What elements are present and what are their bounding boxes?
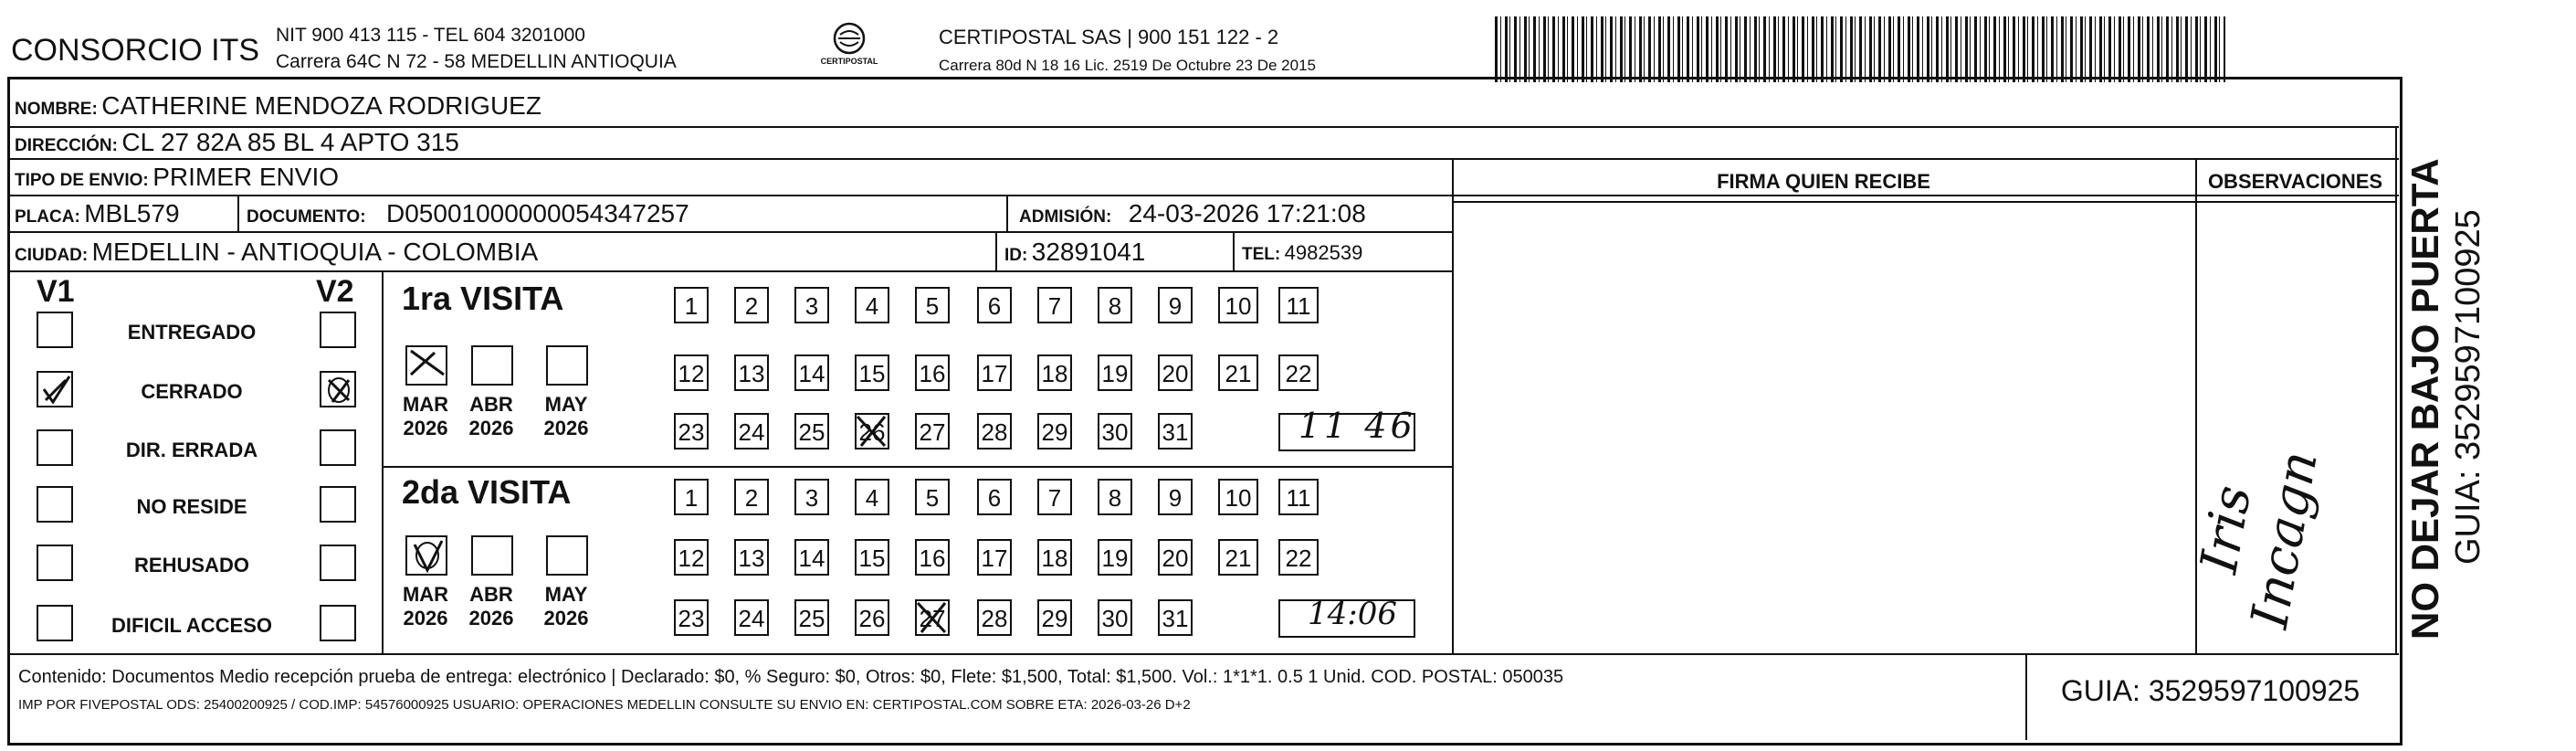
day-box[interactable]: 11 xyxy=(1278,287,1319,323)
day-box[interactable]: 7 xyxy=(1037,479,1072,515)
day-box[interactable]: 8 xyxy=(1098,479,1132,515)
admision-value: 24-03-2026 17:21:08 xyxy=(1128,199,1366,227)
day-mark-icon xyxy=(912,598,952,638)
second-visit-label: 2da VISITA xyxy=(402,473,572,511)
day-box[interactable]: 9 xyxy=(1158,287,1193,323)
direccion-value: CL 27 82A 85 BL 4 APTO 315 xyxy=(121,128,459,156)
day-box[interactable]: 16 xyxy=(915,354,950,391)
month-year: 2026 xyxy=(468,417,514,439)
v2-checkbox[interactable] xyxy=(320,605,356,641)
month-name: ABR xyxy=(469,393,513,416)
month-name: MAY xyxy=(544,393,588,416)
v1-checkbox[interactable] xyxy=(37,312,73,348)
day-box[interactable]: 12 xyxy=(674,354,709,391)
day-box[interactable]: 5 xyxy=(915,287,950,323)
month-name: ABR xyxy=(469,583,513,606)
check-mark-icon xyxy=(407,347,447,386)
v1-checkbox[interactable] xyxy=(37,545,73,581)
second-visit-time: 14:06 xyxy=(1308,596,1397,632)
day-box[interactable]: 23 xyxy=(674,599,709,636)
day-box[interactable]: 14 xyxy=(794,539,829,576)
status-label: REHUSADO xyxy=(134,554,249,576)
day-box[interactable]: 21 xyxy=(1218,354,1258,391)
month-year: 2026 xyxy=(468,607,514,629)
day-box[interactable]: 15 xyxy=(855,539,889,576)
day-box[interactable]: 17 xyxy=(977,539,1012,576)
month-year: 2026 xyxy=(403,417,448,439)
logo-text: CERTIPOSTAL xyxy=(820,57,878,66)
month-name: MAY xyxy=(544,583,588,606)
footer-line-2: IMP POR FIVEPOSTAL ODS: 25400200925 / COD.IMP: 54576000925 USUARIO: OPERACIONES MEDELLIN CONSULTE SU ENVIO EN: CERTIPOSTAL.COM SOBRE ETA: 2026-03-26 D+2 xyxy=(18,697,1191,713)
month-label xyxy=(400,393,451,440)
v2-label: V2 xyxy=(316,274,354,309)
day-box[interactable]: 1 xyxy=(674,287,709,323)
day-box[interactable]: 27 xyxy=(915,413,950,450)
day-box[interactable]: 30 xyxy=(1098,599,1132,636)
day-box[interactable]: 8 xyxy=(1098,287,1132,323)
check-mark-icon xyxy=(407,537,447,576)
day-box[interactable]: 7 xyxy=(1037,287,1072,323)
day-box[interactable]: 20 xyxy=(1158,539,1193,576)
day-box[interactable]: 13 xyxy=(734,539,769,576)
day-box[interactable]: 17 xyxy=(977,354,1012,391)
v1-checkbox[interactable] xyxy=(37,605,73,641)
tipo-value: PRIMER ENVIO xyxy=(152,163,340,191)
day-box[interactable]: 28 xyxy=(977,413,1012,450)
month-year: 2026 xyxy=(403,607,448,629)
month-name: MAR xyxy=(402,583,449,606)
v1-checkbox[interactable] xyxy=(37,429,73,466)
v2-checkbox[interactable] xyxy=(320,371,356,407)
id-value: 32891041 xyxy=(1031,238,1146,266)
day-box[interactable]: 24 xyxy=(734,599,769,636)
day-box[interactable]: 4 xyxy=(855,479,889,515)
day-box[interactable]: 30 xyxy=(1098,413,1132,450)
month-checkbox[interactable] xyxy=(471,345,513,386)
placa-label: PLACA: xyxy=(15,207,80,227)
v2-checkbox[interactable] xyxy=(320,312,356,348)
certipostal-address: Carrera 80d N 18 16 Lic. 2519 De Octubre 23 De 2015 xyxy=(939,57,1316,74)
v2-checkbox[interactable] xyxy=(320,545,356,581)
check-mark-icon xyxy=(38,373,73,407)
day-box[interactable]: 10 xyxy=(1218,287,1258,323)
v2-checkbox[interactable] xyxy=(320,429,356,466)
day-box[interactable]: 23 xyxy=(674,413,709,450)
direccion-row xyxy=(15,128,459,157)
day-box[interactable]: 3 xyxy=(794,287,829,323)
observaciones-label: OBSERVACIONES xyxy=(2207,170,2383,193)
footer-line-1: Contenido: Documentos Medio recepción prueba de entrega: electrónico | Declarado: $0, % Seguro: $0, Otros: $0, Flete: $1,500, Total: $1,500. Vol.: 1*1*1. 0.5 1 Unid. COD. POSTAL: 050035 xyxy=(18,667,1564,687)
day-box[interactable]: 3 xyxy=(794,479,829,515)
certipostal-line: CERTIPOSTAL SAS | 900 151 122 - 2 xyxy=(939,26,1279,48)
side-warning: NO DEJAR BAJO PUERTA xyxy=(2403,158,2446,640)
month-checkbox[interactable] xyxy=(546,535,588,576)
day-box[interactable]: 20 xyxy=(1158,354,1193,391)
firma-label: FIRMA QUIEN RECIBE xyxy=(1717,170,1930,193)
day-box[interactable]: 24 xyxy=(734,413,769,450)
day-box[interactable]: 21 xyxy=(1218,539,1258,576)
direccion-label: DIRECCIÓN: xyxy=(15,136,118,155)
day-box[interactable]: 4 xyxy=(855,287,889,323)
month-checkbox[interactable] xyxy=(546,345,588,386)
month-label xyxy=(541,583,592,630)
v1-label: V1 xyxy=(37,274,75,309)
day-box[interactable]: 25 xyxy=(794,599,829,636)
side-guia: GUIA: 3529597100925 xyxy=(2449,209,2487,565)
check-mark-icon xyxy=(321,373,356,407)
ciudad-row xyxy=(15,238,538,267)
month-label xyxy=(541,393,592,440)
day-box[interactable]: 6 xyxy=(977,479,1012,515)
documento-row xyxy=(247,199,689,228)
ciudad-value: MEDELLIN - ANTIOQUIA - COLOMBIA xyxy=(91,238,539,266)
ciudad-label: CIUDAD: xyxy=(15,246,89,265)
day-box[interactable]: 14 xyxy=(794,354,829,391)
day-box[interactable]: 19 xyxy=(1098,354,1132,391)
day-box[interactable]: 22 xyxy=(1278,354,1319,391)
day-box[interactable]: 26 xyxy=(855,599,889,636)
status-label: DIR. ERRADA xyxy=(125,439,258,461)
month-checkbox[interactable] xyxy=(405,535,447,576)
day-box[interactable]: 5 xyxy=(915,479,950,515)
status-label: CERRADO xyxy=(141,380,243,403)
day-box[interactable]: 29 xyxy=(1037,413,1072,450)
company-name: CONSORCIO ITS xyxy=(11,33,260,68)
month-year: 2026 xyxy=(543,607,589,629)
month-label xyxy=(466,583,517,630)
nit-line: NIT 900 413 115 - TEL 604 3201000 xyxy=(276,25,585,46)
month-label xyxy=(466,393,517,440)
day-box[interactable]: 18 xyxy=(1037,539,1072,576)
status-label: NO RESIDE xyxy=(136,495,247,518)
day-box[interactable]: 2 xyxy=(734,287,769,323)
certipostal-logo-icon xyxy=(813,20,886,73)
day-box[interactable]: 25 xyxy=(794,413,829,450)
day-box[interactable]: 9 xyxy=(1158,479,1193,515)
month-checkbox[interactable] xyxy=(471,535,513,576)
status-label: ENTREGADO xyxy=(127,321,257,344)
nombre-row xyxy=(15,91,541,121)
first-visit-label: 1ra VISITA xyxy=(402,280,564,317)
first-visit-time: 11 46 xyxy=(1299,406,1416,446)
day-box[interactable]: 2 xyxy=(734,479,769,515)
day-box[interactable]: 22 xyxy=(1278,539,1319,576)
company-address: Carrera 64C N 72 - 58 MEDELLIN ANTIOQUIA xyxy=(276,51,677,72)
tel-value: 4982539 xyxy=(1284,241,1363,264)
signature: Iris Incagn xyxy=(2189,447,2329,633)
day-box[interactable]: 15 xyxy=(855,354,889,391)
day-box[interactable]: 31 xyxy=(1158,599,1193,636)
nombre-label: NOMBRE: xyxy=(15,100,98,119)
tel-label: TEL: xyxy=(1242,245,1281,264)
month-checkbox[interactable] xyxy=(405,345,447,386)
day-box[interactable]: 12 xyxy=(674,539,709,576)
day-box[interactable]: 11 xyxy=(1278,479,1319,515)
placa-value: MBL579 xyxy=(84,199,180,227)
day-box[interactable]: 1 xyxy=(674,479,709,515)
v2-checkbox[interactable] xyxy=(320,486,356,523)
placa-row xyxy=(15,199,180,228)
v1-checkbox[interactable] xyxy=(37,371,73,407)
documento-label: DOCUMENTO: xyxy=(247,207,366,227)
day-box[interactable]: 13 xyxy=(734,354,769,391)
month-name: MAR xyxy=(402,393,449,416)
month-year: 2026 xyxy=(543,417,589,439)
day-box[interactable]: 29 xyxy=(1037,599,1072,636)
day-box[interactable]: 19 xyxy=(1098,539,1132,576)
day-box[interactable]: 16 xyxy=(915,539,950,576)
v1-checkbox[interactable] xyxy=(37,486,73,523)
day-box[interactable]: 28 xyxy=(977,599,1012,636)
guia-box: GUIA: 3529597100925 xyxy=(2060,674,2360,707)
day-box[interactable]: 18 xyxy=(1037,354,1072,391)
admision-label: ADMISIÓN: xyxy=(1019,207,1112,227)
nombre-value: CATHERINE MENDOZA RODRIGUEZ xyxy=(101,91,541,120)
month-label xyxy=(400,583,451,630)
tipo-label: TIPO DE ENVIO: xyxy=(15,171,149,190)
id-row xyxy=(1004,238,1145,267)
day-box[interactable]: 27 xyxy=(915,599,950,636)
day-mark-icon xyxy=(852,411,892,451)
day-box[interactable]: 10 xyxy=(1218,479,1258,515)
admision-row xyxy=(1019,199,1366,228)
day-box[interactable]: 6 xyxy=(977,287,1012,323)
day-box[interactable]: 31 xyxy=(1158,413,1193,450)
id-label: ID: xyxy=(1004,246,1028,265)
day-box[interactable]: 26 xyxy=(855,413,889,450)
status-label: DIFICIL ACCESO xyxy=(110,614,272,637)
barcode xyxy=(1495,16,2225,82)
documento-value: D05001000000054347257 xyxy=(386,199,689,227)
tel-row xyxy=(1242,241,1362,265)
tipo-row xyxy=(15,163,339,192)
